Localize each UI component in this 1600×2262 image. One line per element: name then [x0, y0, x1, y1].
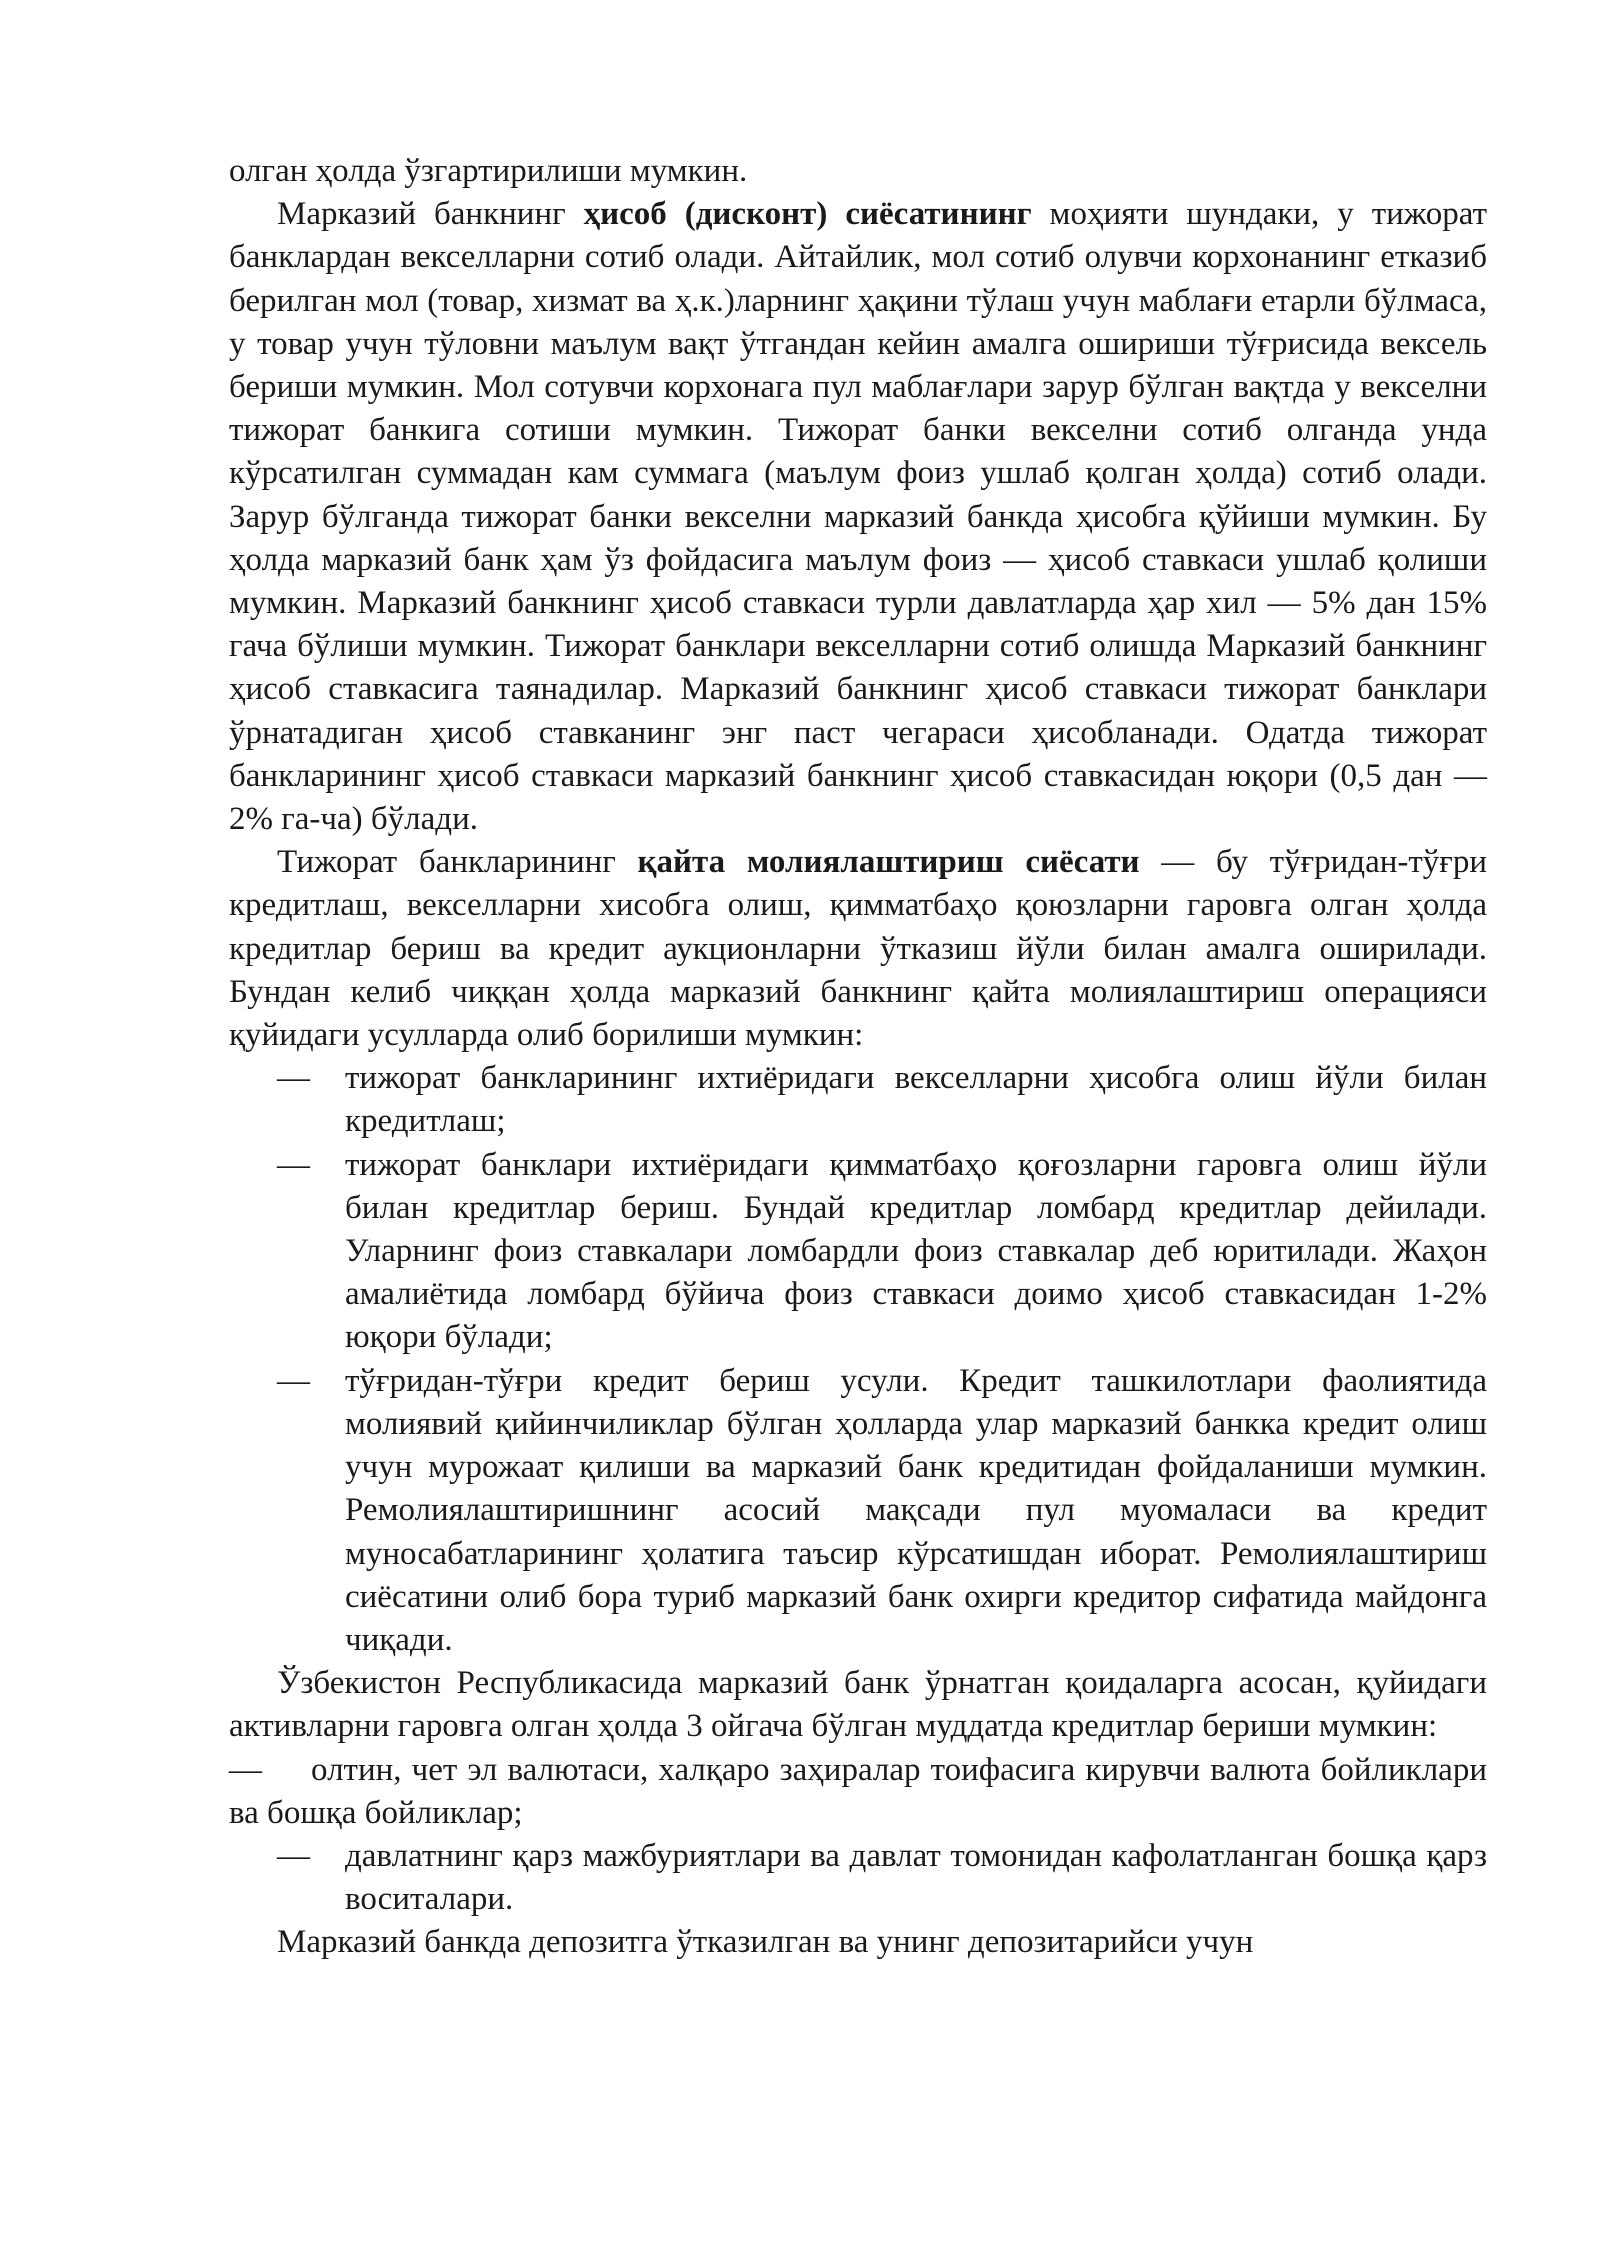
paragraph-gold-assets: [229, 1749, 1487, 1835]
paragraph-deposit: Марказий банкда депозитга ўтказилган ва унинг депозитарийси учун: [277, 1924, 1254, 1961]
paragraph-lead: Тижорат банкларининг: [277, 844, 638, 881]
list-item-text: тижорат банклари ихтиёридаги қимматбаҳо қоғозларни гаровга олиш йўли билан кредитлар бериш. Бундай кредитлар ломбард кредитлар дейилади. Уларнинг фоиз ставкалари ломбардли фоиз ставкалар деб юритилади. Жаҳон амалиётида ломбард бўйича фоиз ставкаси доимо ҳисоб ставкасидан 1-2% юқори бўлади;: [345, 1146, 1487, 1356]
paragraph-lead: Марказий банкнинг: [277, 196, 584, 233]
paragraph-uzbekistan: Ўзбекистон Республикасида марказий банк ўрнатган қоидаларга асосан, қуйидаги активларни гаровга олган ҳолда 3 ойгача бўлган муддатда кредитлар бериши мумкин:: [229, 1665, 1487, 1745]
dash-bullet: —: [277, 1146, 310, 1183]
assets-list: [229, 1835, 1487, 1921]
list-item: [229, 1360, 1487, 1662]
term-refinancing-policy: қайта молиялаштириш сиёсати: [637, 844, 1140, 881]
list-item-text: давлатнинг қарз мажбуриятлари ва давлат томонидан кафолатланган бошқа қарз воситалари.: [345, 1837, 1487, 1918]
dash-bullet: —: [277, 1362, 310, 1399]
dash-bullet: —: [277, 1060, 310, 1097]
list-item: [229, 1144, 1487, 1360]
paragraph-refinancing-policy: [229, 841, 1487, 1057]
list-item-text: олтин, чет эл валютаси, халқаро заҳиралар тоифасига кирувчи валюта бойликлари ва бошқа бойликлар;: [229, 1751, 1487, 1831]
paragraph-body: — бу тўғридан-тўғри кредитлаш, векселларни хисобга олиш, қимматбаҳо қоюзларни гаровга олган ҳолда кредитлар бериш ва кредит аукционларни ўтказиш йўли билан амалга оширилади. Бундан келиб чиққан ҳолда марказий банкнинг қайта молиялаштириш операцияси қуйидаги усулларда олиб борилиши мумкин:: [229, 844, 1488, 1054]
paragraph-discount-policy: [229, 193, 1487, 841]
refinancing-methods-list: [229, 1057, 1487, 1662]
dash-bullet: —: [229, 1751, 262, 1788]
paragraph-body: моҳияти шундаки, у тижорат банклардан векселларни сотиб олади. Айтайлик, мол сотиб олувчи корхонанинг етказиб берилган мол (товар, хизмат ва ҳ.к.)ларнинг ҳақини тўлаш учун маблағи етарли бўлмаса, у товар учун тўловни маълум вақт ўтгандан кейин амалга ошириши тўғрисида вексель бериши мумкин. Мол сотувчи корхонага пул маблағлари зарур бўлган вақтда у векселни тижорат банкига сотиши мумкин. Тижорат банки векселни сотиб олганда унда кўрсатилган суммадан кам суммага (маълум фоиз ушлаб қолган ҳолда) сотиб олади. Зарур бўлганда тижорат банки векселни марказий банкда ҳисобга қўйиши мумкин. Бу ҳолда марказий банк ҳам ўз фойдасига маълум фоиз — ҳисоб ставкаси ушлаб қолиши мумкин. Марказий банкнинг ҳисоб ставкаси турли давлатларда ҳар хил — 5% дан 15% гача бўлиши мумкин. Тижорат банклари векселларни сотиб олишда Марказий банкнинг ҳисоб ставкасига таянадилар. Марказий банкнинг ҳисоб ставкаси тижорат банклари ўрнатадиган ҳисоб ставканинг энг паст чегараси ҳисобланади. Одатда тижорат банкларининг ҳисоб ставкаси марказий банкнинг ҳисоб ставкасидан юқори (0,5 дан — 2% га-ча) бўлади.: [229, 196, 1487, 838]
term-discount-policy: ҳисоб (дисконт) сиёсатининг: [583, 196, 1032, 233]
list-item: [229, 1835, 1487, 1921]
list-item: [229, 1057, 1487, 1143]
dash-bullet: —: [277, 1837, 310, 1874]
document-page: [229, 150, 1487, 1965]
list-item-text: тўғридан-тўғри кредит бериш усули. Кредит ташкилотлари фаолиятида молиявий қийинчиликлар бўлган ҳолларда улар марказий банкка кредит олиш учун мурожаат қилиши ва марказий банк кредитидан фойдаланиши мумкин. Ремолиялаштиришнинг асосий мақсади пул муомаласи ва кредит муносабатларининг ҳолатига таъсир кўрсатишдан иборат. Ремолиялаштириш сиёсатини олиб бора туриб марказий банк охирги кредитор сифатида майдонга чиқади.: [345, 1362, 1487, 1658]
list-item-text: тижорат банкларининг ихтиёридаги векселларни ҳисобга олиш йўли билан кредитлаш;: [345, 1060, 1487, 1140]
paragraph-continued: олган ҳолда ўзгартирилиши мумкин.: [229, 153, 748, 189]
